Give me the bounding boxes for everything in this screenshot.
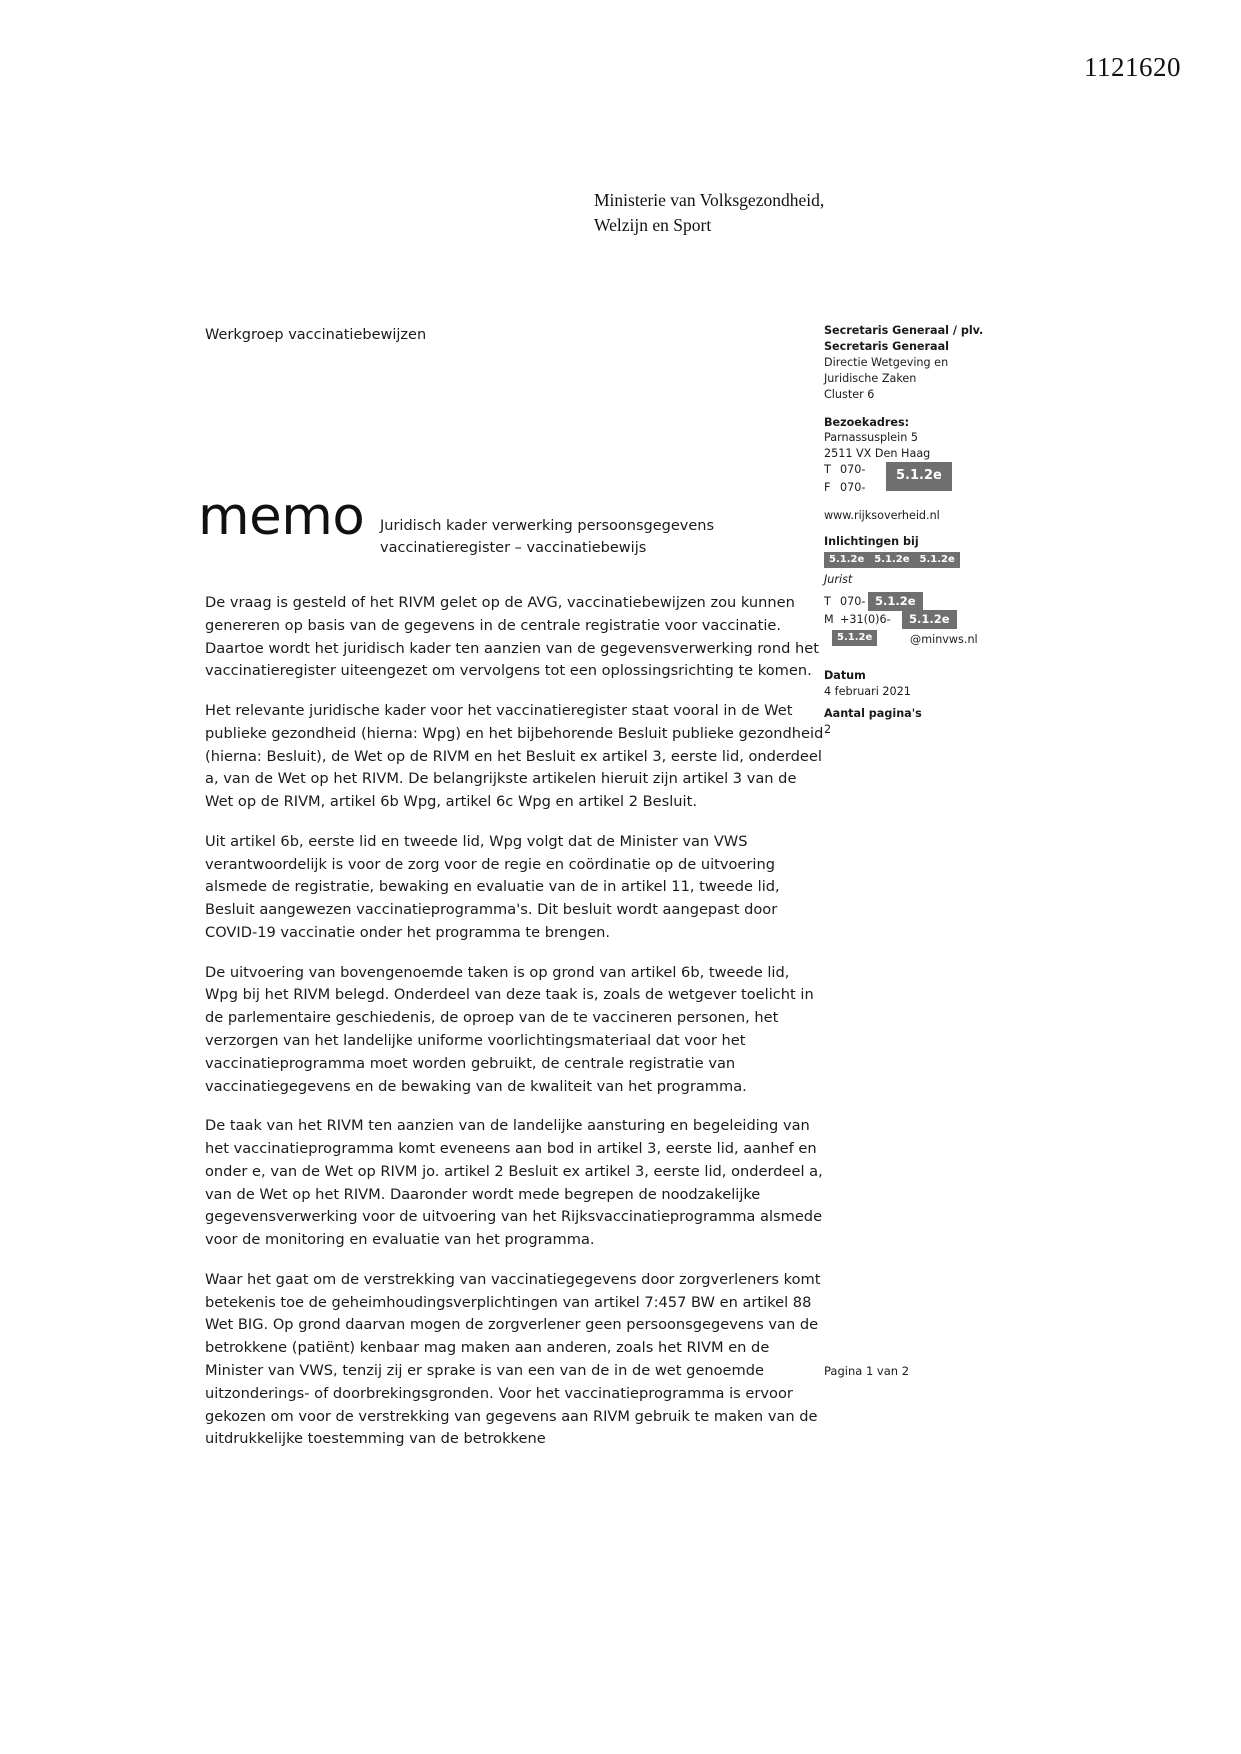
- memo-body: [205, 592, 825, 1468]
- contact-phone-value: 070-: [840, 594, 866, 608]
- memo-subject-line-2: vaccinatieregister – vaccinatiebewijs: [380, 539, 647, 556]
- redaction-label: 5.1.2e: [868, 592, 923, 611]
- redaction-label: 5.1.2e: [886, 462, 952, 491]
- email-domain: @minvws.nl: [910, 632, 978, 646]
- sidebar-visiting-address: [824, 415, 1014, 503]
- body-paragraph: Waar het gaat om de verstrekking van vaccinatiegegevens door zorgverleners komt betekenis toe de geheimhoudingsverplichtingen van artikel 7:457 BW en artikel 88 Wet BIG. Op grond daarvan mogen de zorgverlener geen persoonsgegevens van de betrokkene (patiënt) kenbaar mag maken aan anderen, zoals het RIVM en de Minister van VWS, tenzij zij er sprake is van een van de in de wet genoemde uitzonderings- of doorbrekingsgronden. Voor het vaccinatieprogramma is ervoor gekozen om voor de verstrekking van gegevens aan RIVM gebruik te maken van de uitdrukkelijke toestemming van de betrokkene: [205, 1270, 821, 1448]
- phone-line: [824, 462, 865, 478]
- sidebar-information: [824, 534, 1014, 650]
- contact-mobile-line: [824, 612, 891, 628]
- contact-phone-line: [824, 594, 865, 610]
- body-paragraph: Uit artikel 6b, eerste lid en tweede lid, Wpg volgt dat de Minister van VWS verantwoordelijk is voor de zorg voor de regie en coördinatie op de uitvoering alsmede de registratie, bewaking en evaluatie van de in artikel 11, tweede lid, Besluit aangewezen vaccinatieprogramma's. Dit besluit wordt aangepast door COVID-19 vaccinatie onder het programma te brengen.: [205, 832, 780, 941]
- body-paragraph: Het relevante juridische kader voor het vaccinatieregister staat vooral in de Wet publieke gezondheid (hierna: Wpg) en het bijbehorende Besluit publieke gezondheid (hierna: Besluit), de Wet op de RIVM en het Besluit ex artikel 3, eerste lid, onderdeel a, van de Wet op het RIVM. De belangrijkste artikelen hieruit zijn artikel 3 van de Wet op de RIVM, artikel 6b Wpg, artikel 6c Wpg en artikel 2 Besluit.: [205, 702, 824, 811]
- addressee: Werkgroep vaccinatiebewijzen: [205, 327, 427, 343]
- sidebar-website: www.rijksoverheid.nl: [824, 509, 940, 523]
- org-line-1: Secretaris Generaal / plv.: [824, 324, 984, 337]
- email-redaction: [832, 630, 877, 646]
- page-footer: Pagina 1 van 2: [824, 1364, 910, 1378]
- sidebar-contact-block: [824, 592, 1014, 650]
- body-paragraph: De vraag is gesteld of het RIVM gelet op de AVG, vaccinatiebewijzen zou kunnen genereren op basis van de gegevens in de centrale registratie voor vaccinatie. Daartoe wordt het juridisch kader ten aanzien van de gegevensverwerking rond het vaccinatieregister uiteengezet om vervolgens tot een oplossingsrichting te komen.: [205, 594, 819, 680]
- contact-mobile-value: +31(0)6-: [840, 612, 891, 626]
- sidebar-date: [824, 668, 1014, 700]
- phone-redaction-box: [886, 462, 952, 491]
- pages-label: Aantal pagina's: [824, 706, 922, 720]
- memo-subject-line-1: Juridisch kader verwerking persoonsgegevens: [380, 518, 714, 534]
- date-label: Datum: [824, 668, 866, 682]
- pages-value: 2: [824, 722, 832, 736]
- fax-label: F: [824, 481, 831, 495]
- memo-subject: [380, 516, 740, 560]
- sidebar-phone-block: [824, 462, 1014, 502]
- contact-phone-label: T: [824, 594, 831, 608]
- body-paragraph: De taak van het RIVM ten aanzien van de landelijke aansturing en begeleiding van het vaccinatieprogramma komt eveneens aan bod in artikel 3, eerste lid, aanhef en onder e, van de Wet op RIVM jo. artikel 2 Besluit ex artikel 3, eerste lid, onderdeel a, van de Wet op het RIVM. Daaronder wordt mede begrepen de noodzakelijke gegevensverwerking voor de uitvoering van het Rijksvaccinatieprogramma alsmede voor de monitoring en evaluatie van het programma.: [205, 1117, 823, 1249]
- sidebar-organisation: [824, 323, 1014, 403]
- information-role: Jurist: [824, 572, 853, 586]
- redaction-label: 5.1.2e: [915, 552, 960, 568]
- contact-mobile-label: M: [824, 612, 834, 626]
- redaction-label: 5.1.2e: [902, 610, 957, 629]
- visiting-address-line-1: Parnassusplein 5: [824, 431, 918, 445]
- contact-phone-redaction: [868, 592, 923, 611]
- ministry-line-1: Ministerie van Volksgezondheid,: [594, 190, 825, 210]
- phone-label: T: [824, 463, 831, 477]
- redaction-label: 5.1.2e: [869, 552, 914, 568]
- fax-value: 070-: [840, 481, 866, 495]
- ministry-heading: [594, 188, 824, 239]
- document-number: 1121620: [1084, 52, 1181, 82]
- visiting-address-line-2: 2511 VX Den Haag: [824, 447, 931, 461]
- org-line-3: Directie Wetgeving en: [824, 355, 949, 369]
- sidebar-metadata: [824, 323, 1014, 750]
- org-line-2: Secretaris Generaal: [824, 339, 949, 353]
- redaction-label: 5.1.2e: [824, 552, 869, 568]
- visiting-address-label: Bezoekadres:: [824, 415, 910, 429]
- information-label: Inlichtingen bij: [824, 535, 919, 549]
- org-line-4: Juridische Zaken: [824, 371, 917, 385]
- information-redactions: [824, 552, 1014, 568]
- org-line-5: Cluster 6: [824, 387, 875, 401]
- date-value: 4 februari 2021: [824, 684, 911, 698]
- ministry-line-2: Welzijn en Sport: [594, 215, 712, 236]
- fax-line: [824, 480, 865, 496]
- phone-value: 070-: [840, 463, 866, 477]
- memo-title: memo: [198, 486, 365, 547]
- sidebar-pagecount: [824, 706, 1014, 738]
- body-paragraph: De uitvoering van bovengenoemde taken is op grond van artikel 6b, tweede lid, Wpg bij het RIVM belegd. Onderdeel van deze taak is, zoals de wetgever toelicht in de parlementaire geschiedenis, de oproep van de te vaccineren personen, het verzorgen van het landelijke uniforme voorlichtingsmateriaal dat voor het vaccinatieprogramma moet worden gebruikt, de centrale registratie van vaccinatiegegevens en de bewaking van de kwaliteit van het programma.: [205, 963, 814, 1095]
- contact-mobile-redaction: [902, 610, 957, 629]
- redaction-label: 5.1.2e: [832, 630, 877, 646]
